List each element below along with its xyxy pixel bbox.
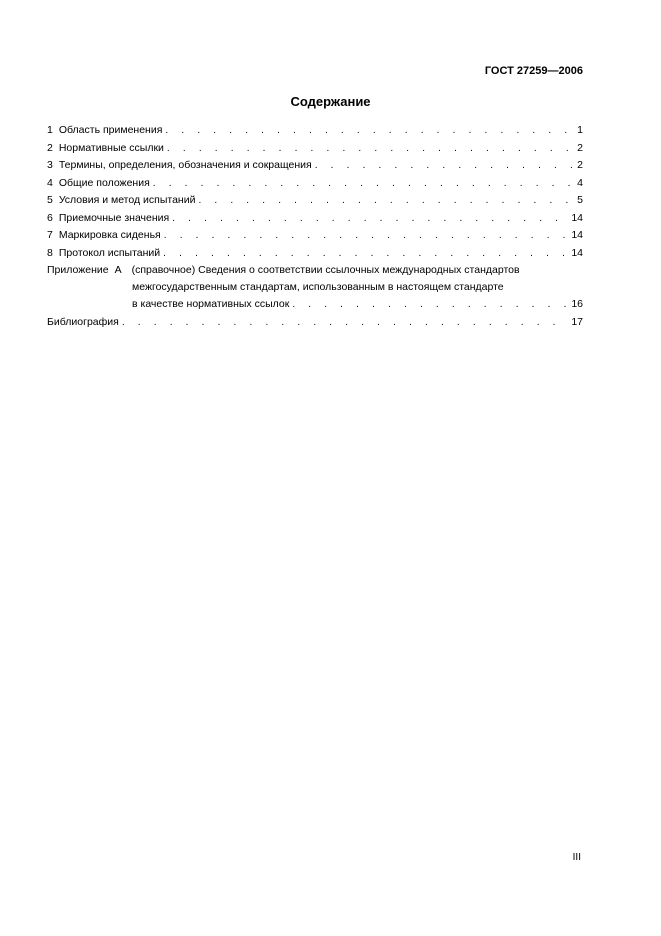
toc-item-page: 2 bbox=[577, 141, 583, 154]
dot-leader bbox=[198, 192, 574, 210]
toc-item-page: 17 bbox=[571, 315, 583, 328]
dot-leader bbox=[163, 245, 568, 263]
toc-item-page: 4 bbox=[577, 176, 583, 189]
dot-leader bbox=[315, 157, 574, 175]
toc-item-label: Библиография bbox=[47, 315, 119, 328]
toc-item-page: 16 bbox=[571, 298, 583, 310]
dot-leader bbox=[165, 122, 574, 140]
appendix-letter: А bbox=[114, 264, 122, 276]
toc-item-label: Маркировка сиденья bbox=[58, 229, 161, 241]
appendix-title-line2: межгосударственным стандартам, использованным в настоящем стандарте bbox=[132, 281, 504, 293]
toc-item-7[interactable] bbox=[47, 227, 583, 245]
appendix-title-line3: в качестве нормативных ссылок bbox=[132, 298, 290, 310]
toc-item-8[interactable] bbox=[47, 245, 583, 263]
toc-appendix-a[interactable] bbox=[47, 262, 583, 314]
dot-leader bbox=[164, 227, 569, 245]
appendix-last-line bbox=[132, 296, 583, 314]
toc-item-label: Приемочные значения bbox=[58, 211, 170, 224]
toc-item-label: Термины, определения, обозначения и сокращения bbox=[58, 159, 312, 171]
standard-code: ГОСТ 27259—2006 bbox=[484, 65, 583, 77]
toc-item-number: 2 bbox=[47, 141, 53, 154]
toc-item-number: 8 bbox=[47, 246, 53, 259]
toc-item-label: Общие положения bbox=[58, 176, 150, 189]
toc-item-number: 3 bbox=[47, 159, 53, 171]
toc-item-label: Область применения bbox=[58, 124, 163, 136]
toc-title: Содержание bbox=[290, 94, 371, 109]
toc-bibliography[interactable] bbox=[47, 314, 583, 332]
toc-item-4[interactable] bbox=[47, 175, 583, 193]
toc-item-3[interactable] bbox=[47, 157, 583, 175]
toc-item-page: 14 bbox=[571, 211, 583, 224]
toc-item-page: 14 bbox=[571, 229, 583, 241]
toc-item-label: Нормативные ссылки bbox=[58, 141, 164, 154]
dot-leader bbox=[122, 314, 568, 332]
toc-item-6[interactable] bbox=[47, 210, 583, 228]
toc-item-page: 1 bbox=[577, 124, 583, 136]
dot-leader bbox=[153, 175, 574, 193]
toc-item-2[interactable] bbox=[47, 140, 583, 158]
toc-item-number: 5 bbox=[47, 194, 53, 206]
table-of-contents bbox=[47, 122, 583, 331]
appendix-first-line bbox=[47, 262, 583, 279]
dot-leader bbox=[172, 210, 568, 228]
toc-item-label: Протокол испытаний bbox=[58, 246, 161, 259]
toc-item-page: 14 bbox=[571, 246, 583, 259]
appendix-title-line1: (справочное) Сведения о соответствии ссылочных международных стандартов bbox=[131, 264, 520, 276]
toc-item-page: 2 bbox=[577, 159, 583, 171]
toc-item-number: 6 bbox=[47, 211, 53, 224]
toc-item-number: 7 bbox=[47, 229, 53, 241]
dot-leader bbox=[292, 296, 568, 314]
toc-item-5[interactable] bbox=[47, 192, 583, 210]
dot-leader bbox=[167, 140, 574, 158]
toc-item-label: Условия и метод испытаний bbox=[58, 194, 196, 206]
toc-item-number: 4 bbox=[47, 176, 53, 189]
page-number: III bbox=[572, 852, 581, 863]
appendix-prefix: Приложение bbox=[47, 264, 109, 276]
toc-item-number: 1 bbox=[47, 124, 53, 136]
toc-item-page: 5 bbox=[577, 194, 583, 206]
toc-item-1[interactable] bbox=[47, 122, 583, 140]
